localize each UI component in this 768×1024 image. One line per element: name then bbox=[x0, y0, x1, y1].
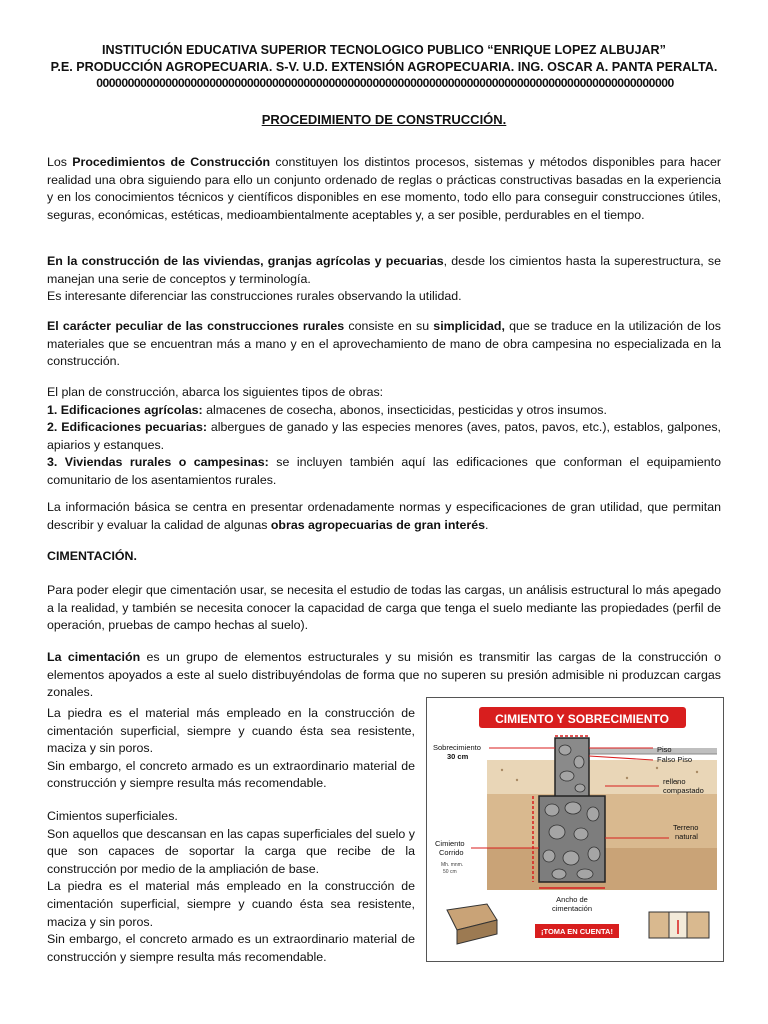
floor-slab bbox=[589, 748, 717, 754]
figure-title: CIMIENTO Y SOBRECIMIENTO bbox=[495, 712, 669, 726]
svg-text:natural: natural bbox=[675, 832, 698, 841]
paragraph-cimientos-superficiales: Cimientos superficiales. Son aquellos que descansan en las capas superficiales del suelo y que son capaces de soportar la carga que recibe de la construcción por medio de la ampliación de base. La piedra es el material más empleado en la construcción de cimentación superficial, siempre y cuando ésta sea resistente, maciza y sin poros. Sin embargo, el concreto armado es un extraordinario material de construcción y siempre resulta más recomendable. bbox=[47, 809, 415, 964]
subheading-cimientos-superficiales: Cimientos superficiales. bbox=[47, 809, 178, 823]
inset-sketch-right bbox=[649, 912, 709, 938]
header-separator: 00000000000000000000000000000000000000000000000000000000000000000000000000000000000000000000 bbox=[96, 76, 674, 90]
svg-text:compastado: compastado bbox=[663, 786, 704, 795]
section-heading-cimentacion: CIMENTACIÓN. bbox=[47, 549, 137, 563]
inset-sketch-left bbox=[447, 904, 497, 944]
svg-text:¡TOMA EN CUENTA!: ¡TOMA EN CUENTA! bbox=[541, 927, 613, 936]
header-program: P.E. PRODUCCIÓN AGROPECUARIA. S-V. U.D. EXTENSIÓN AGROPECUARIA. ING. OSCAR A. PANTA PERALTA. bbox=[50, 60, 718, 74]
svg-text:Falso Piso: Falso Piso bbox=[657, 755, 693, 764]
paragraph-caracter: El carácter peculiar de las construcciones rurales consiste en su simplicidad, que se traduce en la utilización de los materiales que se encuentran más a mano y en el aprovechamiento de mano de obra campesina no especializada en la construcción. bbox=[47, 319, 721, 369]
paragraph-intro: Los Procedimientos de Construcción constituyen los distintos procesos, sistemas y métodos disponibles para hacer realidad una obra siguiendo para ello un conjunto ordenado de reglas o prácticas constructivas basadas en la experiencia y en los conocimientos técnicos y científicos disponibles en ese momento, todo ello para conseguir construcciones útiles, seguras, económicas, estéticas, medioambientalmente aceptables y, a ser posible, perdurables en el tiempo. bbox=[47, 155, 722, 222]
svg-text:relleno: relleno bbox=[663, 777, 686, 786]
paragraph-informacion: La información básica se centra en presentar ordenadamente normas y especificaciones de gran utilidad, que permitan describir y evaluar la calidad de algunas obras agropecuarias de gran interés. bbox=[47, 500, 721, 532]
svg-text:Piso: Piso bbox=[657, 745, 672, 754]
page-title: PROCEDIMIENTO DE CONSTRUCCIÓN. bbox=[261, 112, 507, 127]
svg-text:Cimiento: Cimiento bbox=[435, 839, 465, 848]
paragraph-viviendas: En la construcción de las viviendas, granjas agrícolas y pecuarias, desde los cimientos hasta la superestructura, se manejan una serie de conceptos y terminología. Es interesante diferenciar las construcciones rurales observando la utilidad. bbox=[47, 254, 721, 304]
svg-text:30 cm: 30 cm bbox=[447, 752, 469, 761]
svg-text:Terreno: Terreno bbox=[673, 823, 699, 832]
svg-text:cimentación: cimentación bbox=[551, 904, 593, 913]
svg-text:Sobrecimiento: Sobrecimiento bbox=[433, 743, 481, 752]
foundation-diagram bbox=[427, 698, 723, 961]
foundation-figure bbox=[426, 697, 724, 962]
svg-text:50 cm: 50 cm bbox=[443, 869, 457, 875]
svg-text:Mh. mnm.: Mh. mnm. bbox=[441, 862, 464, 868]
svg-text:Corrido: Corrido bbox=[439, 848, 464, 857]
header-institution: INSTITUCIÓN EDUCATIVA SUPERIOR TECNOLOGICO PUBLICO “ENRIQUE LOPEZ ALBUJAR” bbox=[102, 43, 666, 57]
paragraph-cimentacion: La cimentación es un grupo de elementos estructurales y su misión es transmitir las cargas de la construcción o elementos apoyados a este al suelo distribuyéndolas de forma que no superen su presión admisible ni produzcan cargas zonales. bbox=[47, 650, 722, 700]
svg-text:Ancho de: Ancho de bbox=[556, 895, 588, 904]
paragraph-piedra: La piedra es el material más empleado en la construcción de cimentación superficial, siempre y cuando ésta sea resistente, maciza y sin poros. Sin embargo, el concreto armado es un extraordinario material de construcción y siempre resulta más recomendable. bbox=[47, 706, 415, 791]
paragraph-plan: El plan de construcción, abarca los siguientes tipos de obras: 1. Edificaciones agrícolas: almacenes de cosecha, abonos, insecticidas, pesticidas y otros insumos. 2. Edificaciones pecuarias: albergues de ganado y las especies menores (aves, patos, pavos, etc.), establos, galpones, apiarios y estanques. 3. Viviendas rurales o campesinas: se incluyen también aquí las edificaciones que conforman el equipamiento comunitario de los asentamientos rurales. bbox=[47, 385, 721, 487]
paragraph-cargas: Para poder elegir que cimentación usar, se necesita el estudio de todas las cargas, un análisis estructural lo más apegado a la realidad, y también se necesita conocer la capacidad de carga que tenga el suelo mediante las propiedades (perfil de operación, pruebas de campo hechas al suelo). bbox=[47, 583, 721, 633]
